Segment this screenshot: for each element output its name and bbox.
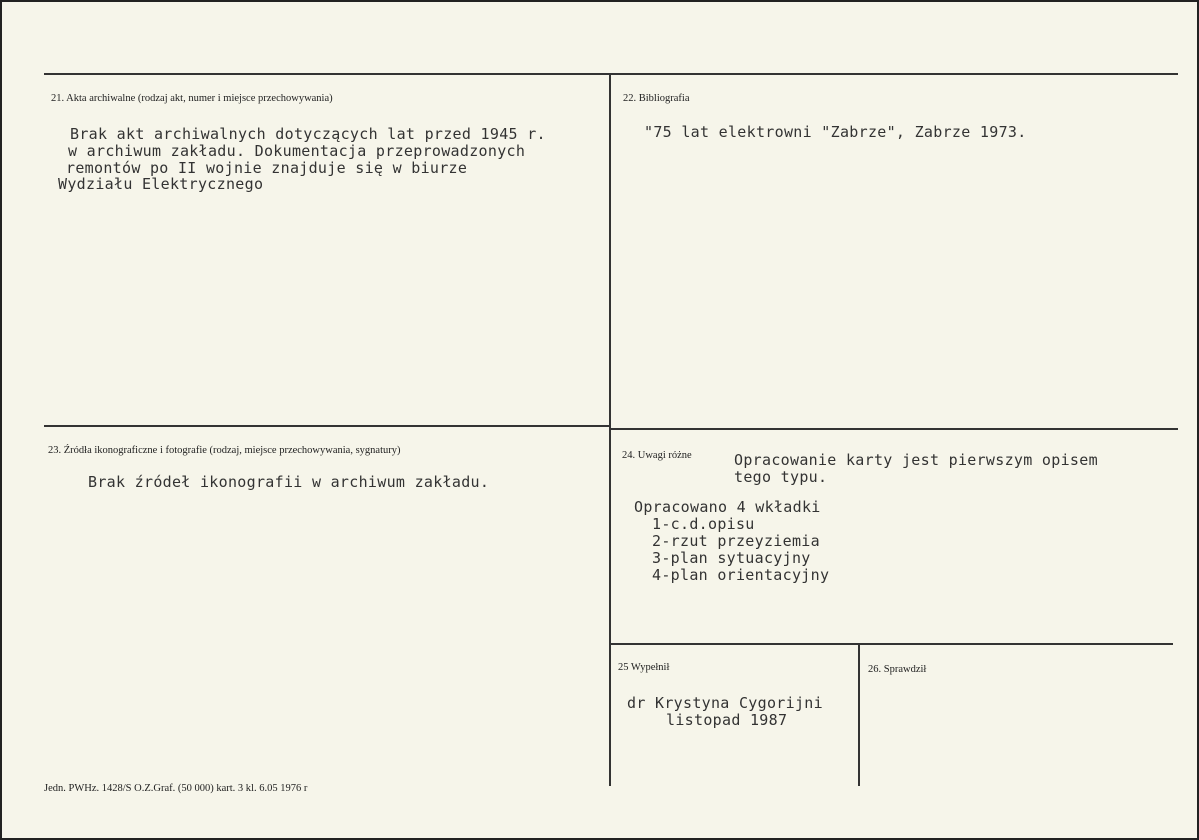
field-24-list-item: 4-plan orientacyjny (652, 566, 830, 584)
field-25-name: dr Krystyna Cygorijni (627, 694, 823, 712)
middle-rule-left (44, 425, 610, 427)
field-24-line: tego typu. (734, 468, 828, 486)
field-21-line: remontów po II wojnie znajduje się w biurze (66, 159, 468, 177)
field-21-label: 21. Akta archiwalne (rodzaj akt, numer i miejsce przechowywania) (51, 93, 333, 104)
field-24-line: Opracowanie karty jest pierwszym opisem (734, 451, 1098, 469)
field-24-list-item: 2-rzut przeyziemia (652, 532, 820, 550)
top-rule (44, 73, 1178, 75)
field-21-line: Wydziału Elektrycznego (58, 175, 264, 193)
field-21-line: w archiwum zakładu. Dokumentacja przeprowadzonych (68, 142, 526, 160)
field-23-label: 23. Źródła ikonograficzne i fotografie (rodzaj, miejsce przechowywania, sygnatury) (48, 445, 401, 456)
field-23-text: Brak źródeł ikonografii w archiwum zakładu. (88, 473, 490, 491)
field-25-label: 25 Wypełnił (618, 662, 670, 673)
field-24-list-title: Opracowano 4 wkładki (634, 498, 821, 516)
field-21-line: Brak akt archiwalnych dotyczących lat przed 1945 r. (70, 125, 546, 143)
field-24-label: 24. Uwagi różne (622, 450, 692, 461)
field-22-text: "75 lat elektrowni "Zabrze", Zabrze 1973. (644, 123, 1027, 141)
field-25-date: listopad 1987 (666, 711, 788, 729)
field-26-label: 26. Sprawdził (868, 664, 927, 675)
field-24-list-item: 1-c.d.opisu (652, 515, 755, 533)
signature-divider (858, 644, 860, 786)
middle-rule-right (610, 428, 1178, 430)
field-24-list-item: 3-plan sytuacyjny (652, 549, 811, 567)
field-22-label: 22. Bibliografia (623, 93, 690, 104)
signature-rule (610, 643, 1173, 645)
print-footer: Jedn. PWHz. 1428/S O.Z.Graf. (50 000) kart. 3 kl. 6.05 1976 r (44, 783, 308, 794)
